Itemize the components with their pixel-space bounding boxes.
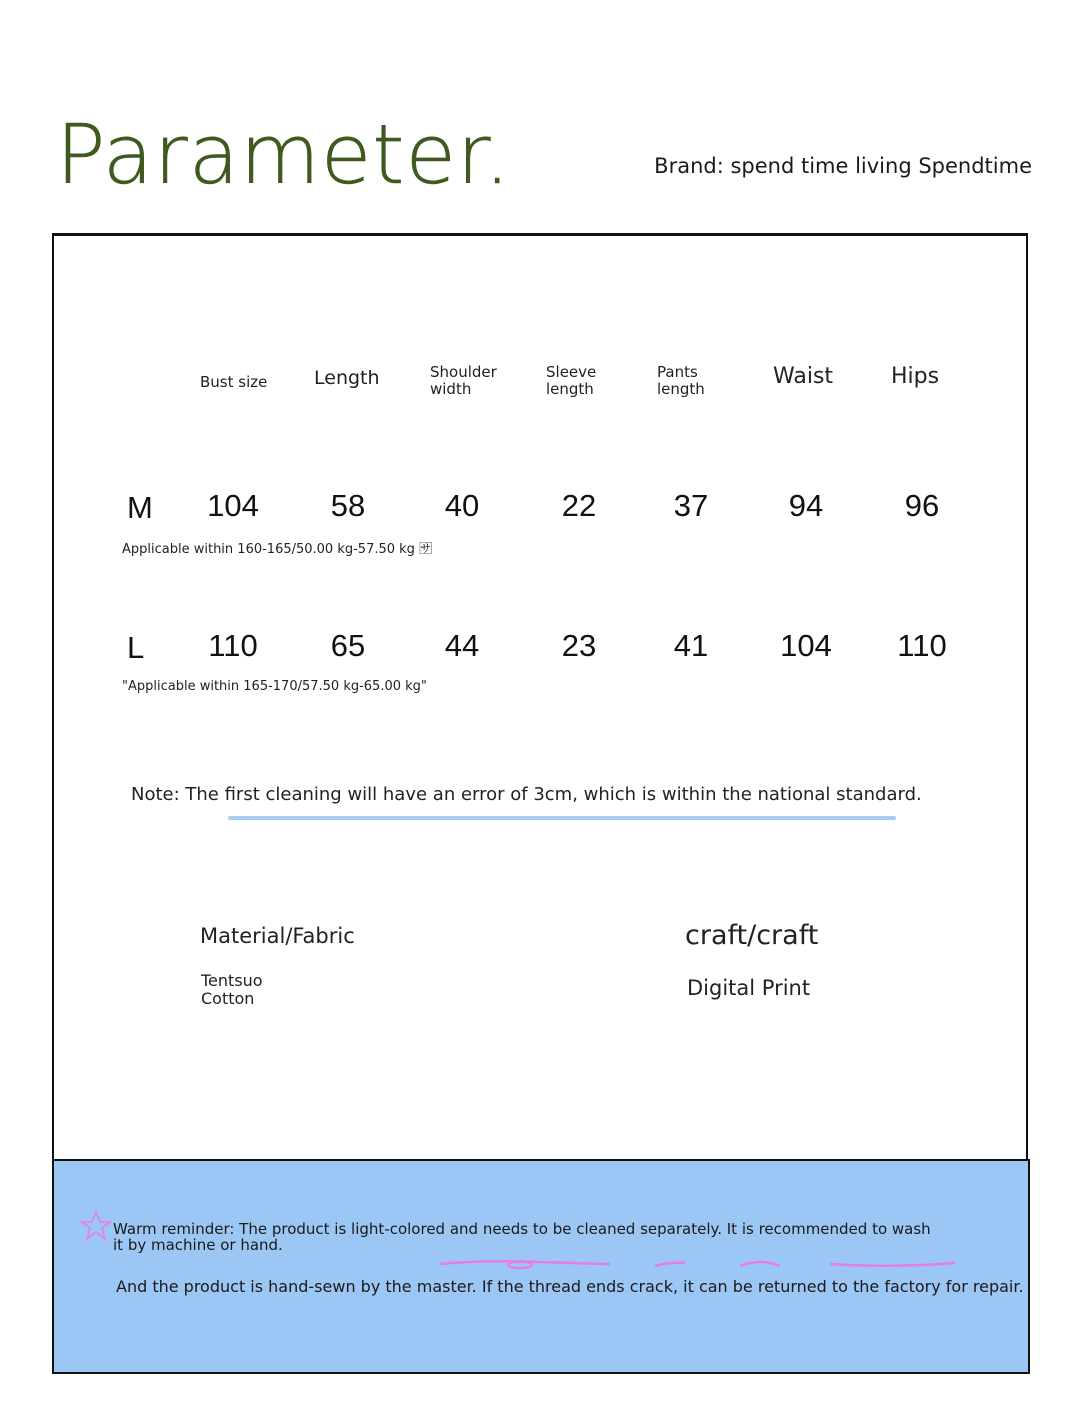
- note-text: Note: The first cleaning will have an error of 3cm, which is within the national standard.: [131, 784, 922, 805]
- l-pants: 41: [673, 628, 709, 663]
- m-sleeve: 22: [561, 488, 597, 523]
- header-shoulder-width: Shoulder width: [430, 363, 497, 398]
- pink-underline-decoration: [440, 1256, 955, 1272]
- l-hips: 110: [897, 628, 947, 663]
- material-value-line2: Cotton: [201, 989, 255, 1008]
- craft-label: craft/craft: [685, 920, 819, 951]
- reminder-line1: Warm reminder: The product is light-colored and needs to be cleaned separately. It is recommended to wash it by machine or hand.: [113, 1220, 931, 1254]
- header-length: Length: [314, 367, 380, 389]
- l-length: 65: [330, 628, 366, 663]
- m-waist: 94: [788, 488, 824, 523]
- m-bust: 104: [207, 488, 259, 523]
- header-bust-size: Bust size: [200, 373, 268, 391]
- page-title: Parameter.: [56, 108, 512, 203]
- m-shoulder: 40: [444, 488, 480, 523]
- header-hips: Hips: [891, 364, 940, 389]
- craft-value: Digital Print: [687, 976, 811, 1000]
- m-pants: 37: [673, 488, 709, 523]
- material-value-line1: Tentsuo: [201, 971, 263, 990]
- header-waist: Waist: [773, 364, 834, 389]
- l-sleeve: 23: [561, 628, 597, 663]
- l-bust: 110: [208, 628, 258, 663]
- m-hips: 96: [904, 488, 940, 523]
- brand-text: Brand: spend time living Spendtime: [654, 154, 1032, 178]
- size-m-label: M: [127, 490, 153, 525]
- size-l-label: L: [127, 630, 145, 665]
- l-applicable-text: "Applicable within 165-170/57.50 kg-65.00 kg": [122, 679, 427, 694]
- header-sleeve-length: Sleeve length: [546, 363, 597, 398]
- l-waist: 104: [780, 628, 832, 663]
- material-value: [201, 972, 263, 1008]
- material-label: Material/Fabric: [200, 924, 355, 948]
- l-shoulder: 44: [444, 628, 480, 663]
- m-applicable-text: Applicable within 160-165/50.00 kg-57.50 kg 🈂: [122, 542, 433, 557]
- header-pants-length: Pants length: [657, 363, 705, 398]
- reminder-line2: And the product is hand-sewn by the master. If the thread ends crack, it can be returned to the factory for repair.: [116, 1277, 1024, 1296]
- m-length: 58: [330, 488, 366, 523]
- star-icon: [80, 1210, 112, 1242]
- note-underline: [228, 816, 896, 820]
